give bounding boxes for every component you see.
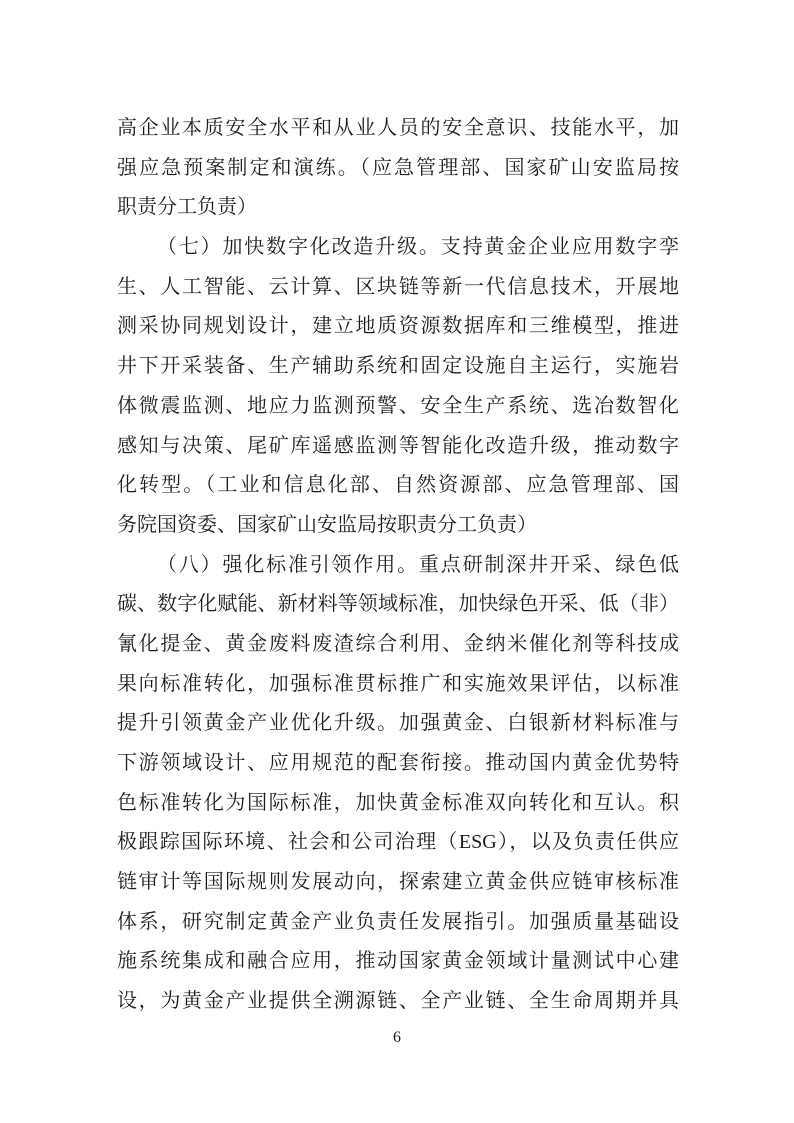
text-line: 色标准转化为国际标准，加快黄金标准双向转化和互认。积 bbox=[117, 791, 679, 814]
text-line: 下游领域设计、应用规范的配套衔接。推动国内黄金优势特 bbox=[117, 752, 679, 774]
text-block bbox=[117, 109, 679, 1022]
text-line: 链审计等国际规则发展动向，探索建立黄金供应链审核标准 bbox=[117, 871, 679, 894]
text-line: 设，为黄金产业提供全溯源链、全产业链、全生命周期并具 bbox=[117, 990, 679, 1013]
text-line: 井下开采装备、生产辅助系统和固定设施自主运行，实施岩 bbox=[117, 355, 679, 378]
text-line: 施系统集成和融合应用，推动国家黄金领域计量测试中心建 bbox=[117, 950, 679, 973]
text-line: 碳、数字化赋能、新材料等领域标准，加快绿色开采、低（非） bbox=[117, 593, 679, 616]
text-line: 感知与决策、尾矿库遥感监测等智能化改造升级，推动数字 bbox=[117, 434, 679, 457]
page-number: 6 bbox=[393, 1029, 401, 1046]
text-line: 提升引领黄金产业优化升级。加强黄金、白银新材料标准与 bbox=[117, 712, 679, 735]
text-line: 化转型。（工业和信息化部、自然资源部、应急管理部、国 bbox=[117, 474, 679, 497]
text-line: 生、人工智能、云计算、区块链等新一代信息技术，开展地 bbox=[117, 275, 679, 298]
text-line: （八）强化标准引领作用。重点研制深井开采、绿色低 bbox=[157, 553, 679, 576]
text-line: 职责分工负责） bbox=[117, 196, 257, 219]
text-line: 体微震监测、地应力监测预警、安全生产系统、选冶数智化 bbox=[117, 394, 679, 417]
text-line: 果向标准转化，加强标准贯标推广和实施效果评估，以标准 bbox=[117, 672, 679, 695]
text-line: 极跟踪国际环境、社会和公司治理（ESG），以及负责任供应 bbox=[117, 831, 679, 854]
text-line: 高企业本质安全水平和从业人员的安全意识、技能水平，加 bbox=[117, 117, 679, 139]
text-line: 氰化提金、黄金废料废渣综合利用、金纳米催化剂等科技成 bbox=[117, 632, 679, 655]
text-line: 务院国资委、国家矿山安监局按职责分工负责） bbox=[117, 513, 537, 536]
text-line: 体系，研究制定黄金产业负责任发展指引。加强质量基础设 bbox=[117, 910, 679, 933]
text-line: （七）加快数字化改造升级。支持黄金企业应用数字孪 bbox=[157, 236, 679, 259]
text-line: 测采协同规划设计，建立地质资源数据库和三维模型，推进 bbox=[117, 315, 679, 338]
text-line: 强应急预案制定和演练。（应急管理部、国家矿山安监局按 bbox=[117, 156, 679, 179]
